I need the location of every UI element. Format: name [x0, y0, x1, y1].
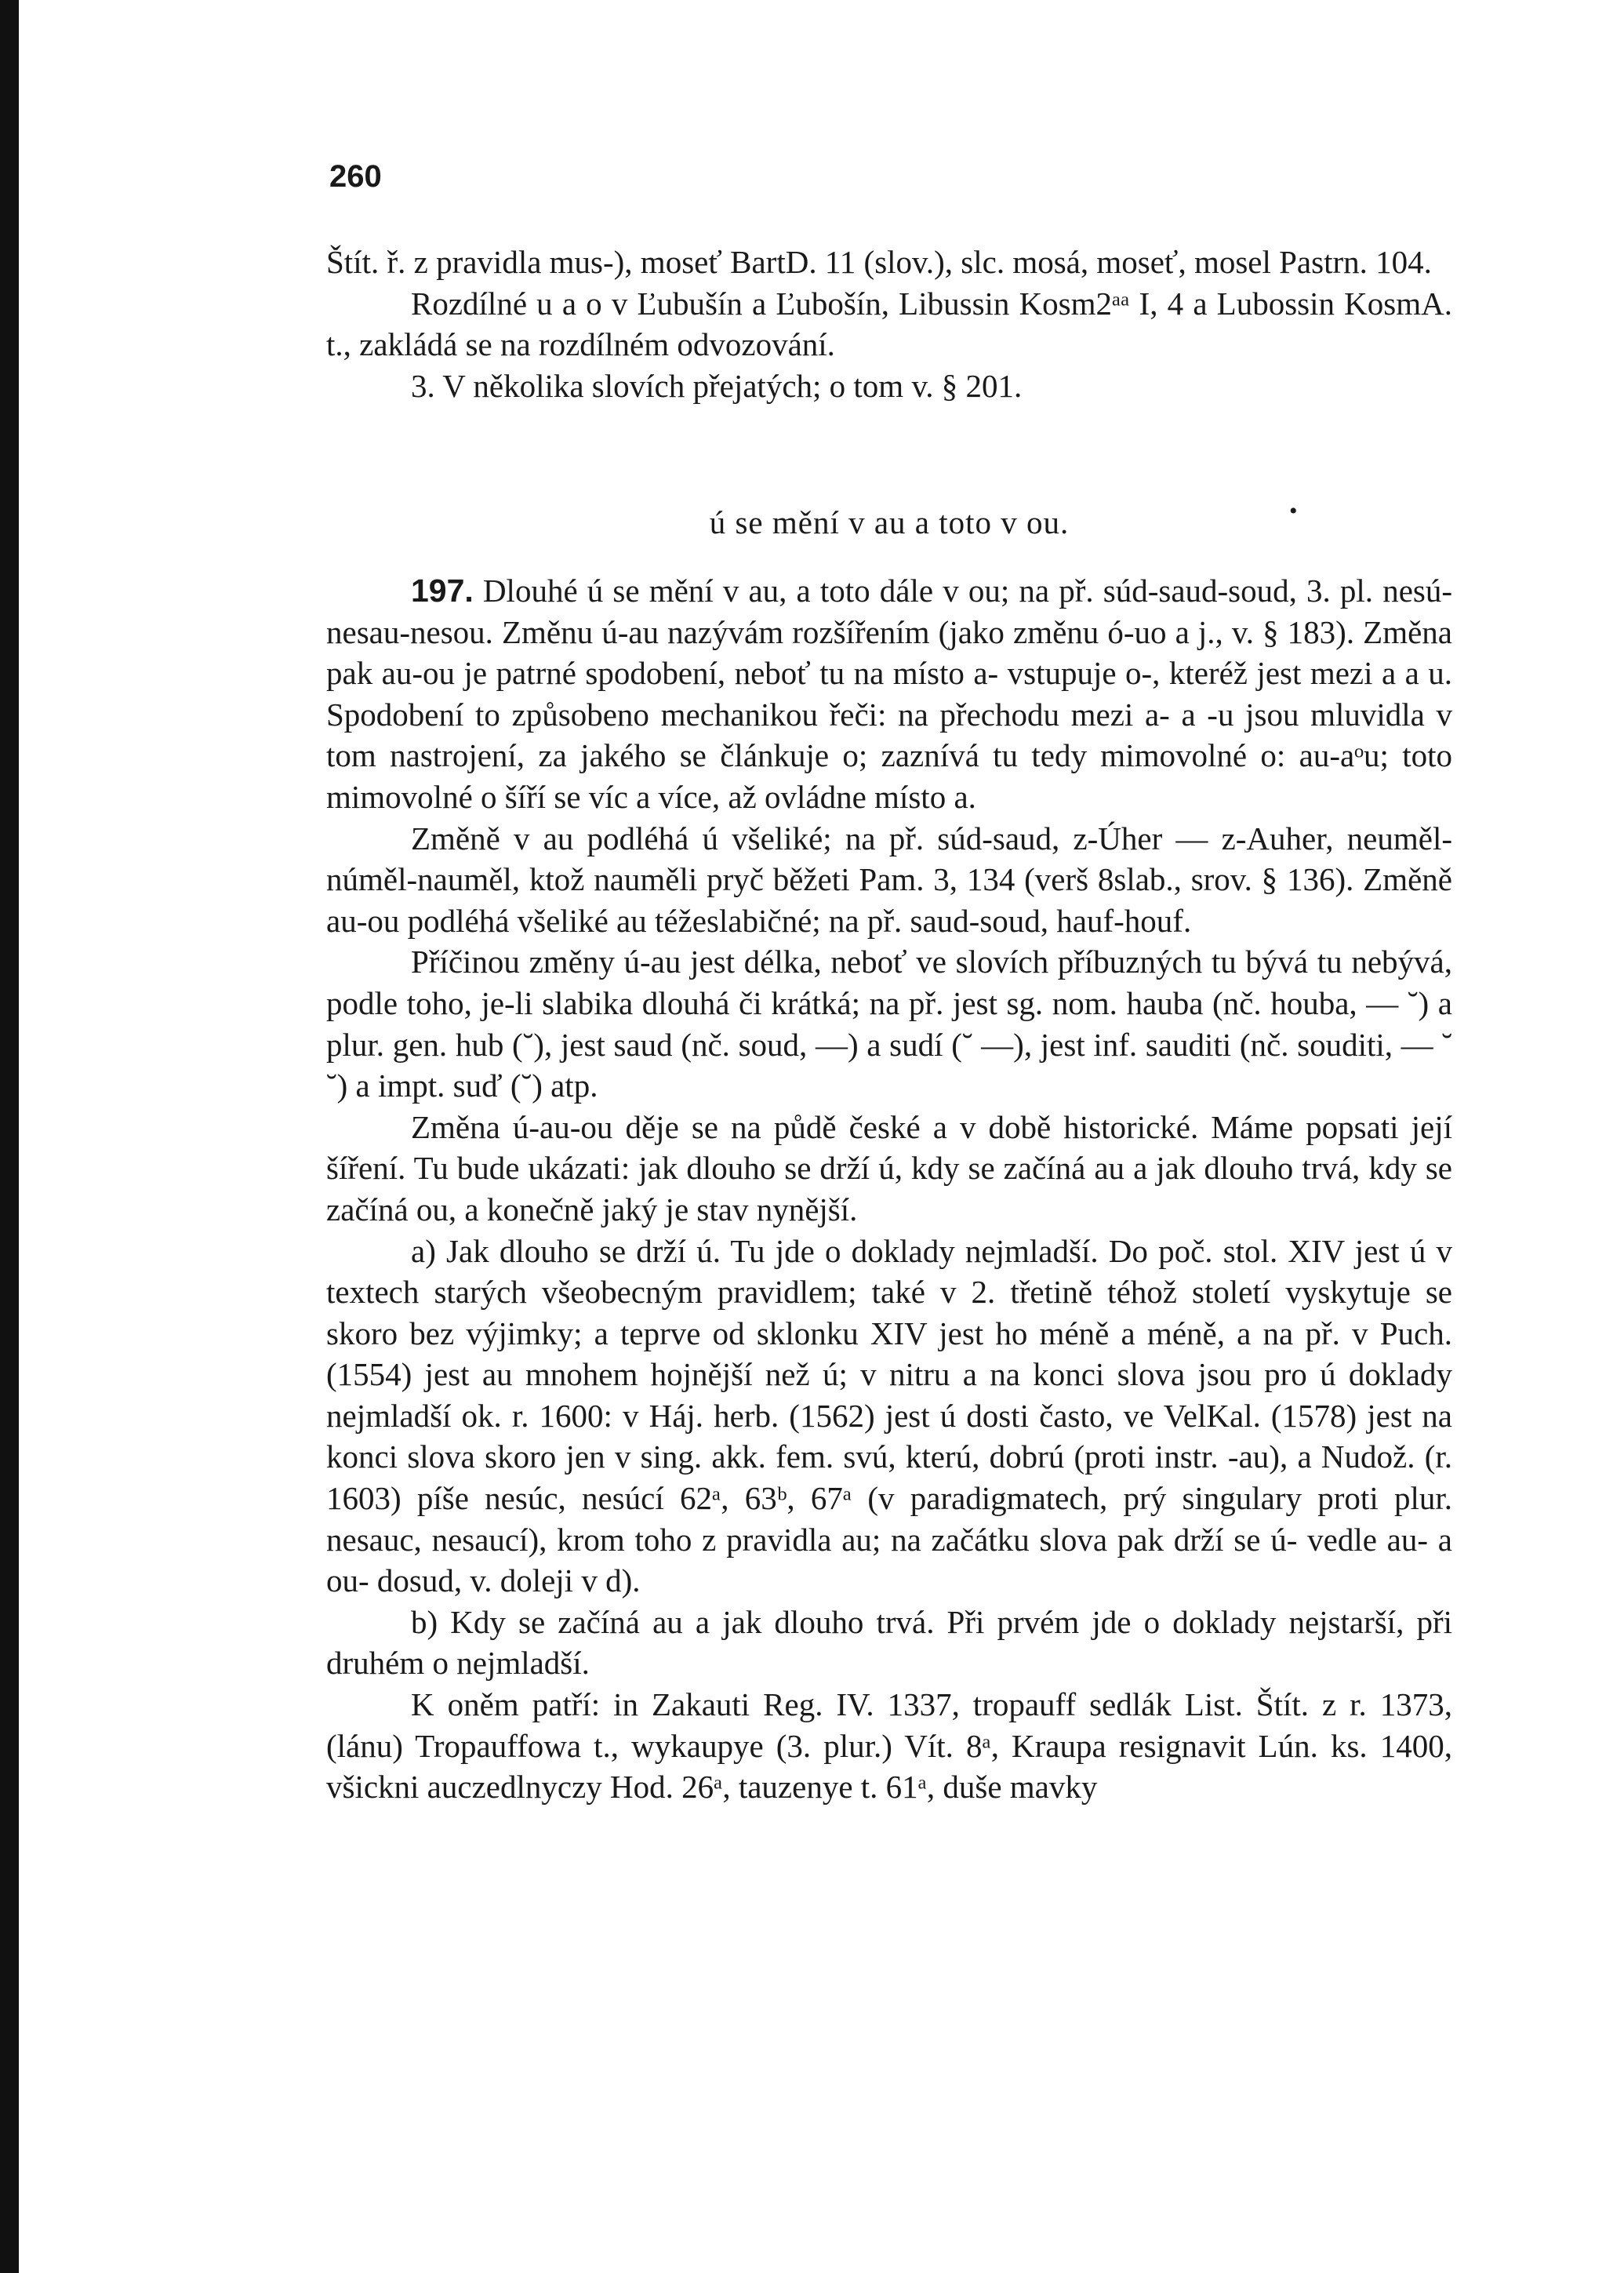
paragraph: Štít. ř. z pravidla mus-), moseť BartD. 11 (slov.), slc. mosá, moseť, mosel Pastrn. 104. [326, 244, 1432, 280]
paragraph: Příčinou změny ú-au jest délka, neboť ve slovích příbuzných tu bývá tu nebývá, podle toho, je-li slabika dlouhá či krátká; na př. jest sg. nom. hauba (nč. houba, — ˘) a plur. gen. hub (˘), jest saud (nč. soud, —) a sudí (˘ —), jest inf. sauditi (nč. souditi, — ˘ ˘) a impt. suď (˘) atp. [326, 944, 1452, 1104]
text-block-main [326, 570, 1452, 1808]
section-number: 197. [411, 573, 474, 609]
paragraph: Změna ú-au-ou děje se na půdě české a v době historické. Máme popsati její šíření. Tu bude ukázati: jak dlouho se drží ú, kdy se začíná au a jak dlouho trvá, kdy se začíná ou, a konečně jaký je stav nynější. [326, 1108, 1452, 1227]
paragraph: a) Jak dlouho se drží ú. Tu jde o doklady nejmladší. Do poč. stol. XIV jest ú v textech starých všeobecným pravidlem; také v 2. třetině téhož století vyskytuje se skoro bez výjimky; a teprve od sklonku XIV jest ho méně a méně, a na př. v Puch. (1554) jest au mnohem hojnější než ú; v nitru a na konci slova jsou pro ú doklady nejmladší ok. r. 1600: v Háj. herb. (1562) jest ú dosti často, ve VelKal. (1578) jest na konci slova skoro jen v sing. akk. fem. svú, kterú, dobrú (proti instr. -au), a Nudož. (r. 1603) píše nesúc, nesúcí 62ᵃ, 63ᵇ, 67ᵃ (v paradigmatech, prý singulary proti plur. nesauc, nesaucí), krom toho z pravidla au; na začátku slova pak drží se ú- vedle au- a ou- dosud, v. doleji v d). [326, 1232, 1452, 1599]
page-number: 260 [329, 159, 382, 194]
section-heading: ú se mění v au a toto v ou. [709, 504, 1070, 540]
scan-border [0, 0, 19, 2273]
paragraph: Rozdílné u a o v Ľubušín a Ľubošín, Libussin Kosm2ᵃᵃ I, 4 a Lubossin KosmA. t., zakládá se na rozdílném odvozování. [326, 285, 1452, 363]
stray-dot: • [1289, 498, 1298, 524]
paragraph: K oněm patří: in Zakauti Reg. IV. 1337, tropauff sedlák List. Štít. z r. 1373, (lánu) Tropauffowa t., wykaupye (3. plur.) Vít. 8ᵃ, Kraupa resignavit Lún. ks. 1400, všickni auczedlnyczy Hod. 26ᵃ, tauzenye t. 61ᵃ, duše mavky [326, 1686, 1452, 1806]
paragraph: Změně v au podléhá ú všeliké; na př. súd-saud, z-Úher — z-Auher, neuměl-núměl-nauměl, ktož nauměli pryč běžeti Pam. 3, 134 (verš 8slab., srov. § 136). Změně au-ou podléhá všeliké au téžeslabičné; na př. saud-soud, hauf-houf. [326, 820, 1452, 939]
paragraph: 3. V několika slovích přejatých; o tom v. § 201. [411, 367, 1023, 404]
text-block-top [326, 242, 1452, 406]
paragraph [326, 570, 1452, 818]
paragraph-text: Dlouhé ú se mění v au, a toto dále v ou; na př. súd-saud-soud, 3. pl. nesú-nesau-nesou. Změnu ú-au nazývám rozšířením (jako změnu ó-uo a j., v. § 183). Změna pak au-ou je patrné spodobení, neboť tu na místo a- vstupuje o-, kteréž jest mezi a a u. Spodobení to způsobeno mechanikou řeči: na přechodu mezi a- a -u jsou mluvidla v tom nastrojení, za jakého se článkuje o; zaznívá tu tedy mimovolné o: au-aᵒu; toto mimovolné o šíří se víc a více, až ovládne místo a. [326, 573, 1453, 815]
paragraph: b) Kdy se začíná au a jak dlouho trvá. Při prvém jde o doklady nejstarší, při druhém o nejmladší. [326, 1603, 1452, 1682]
